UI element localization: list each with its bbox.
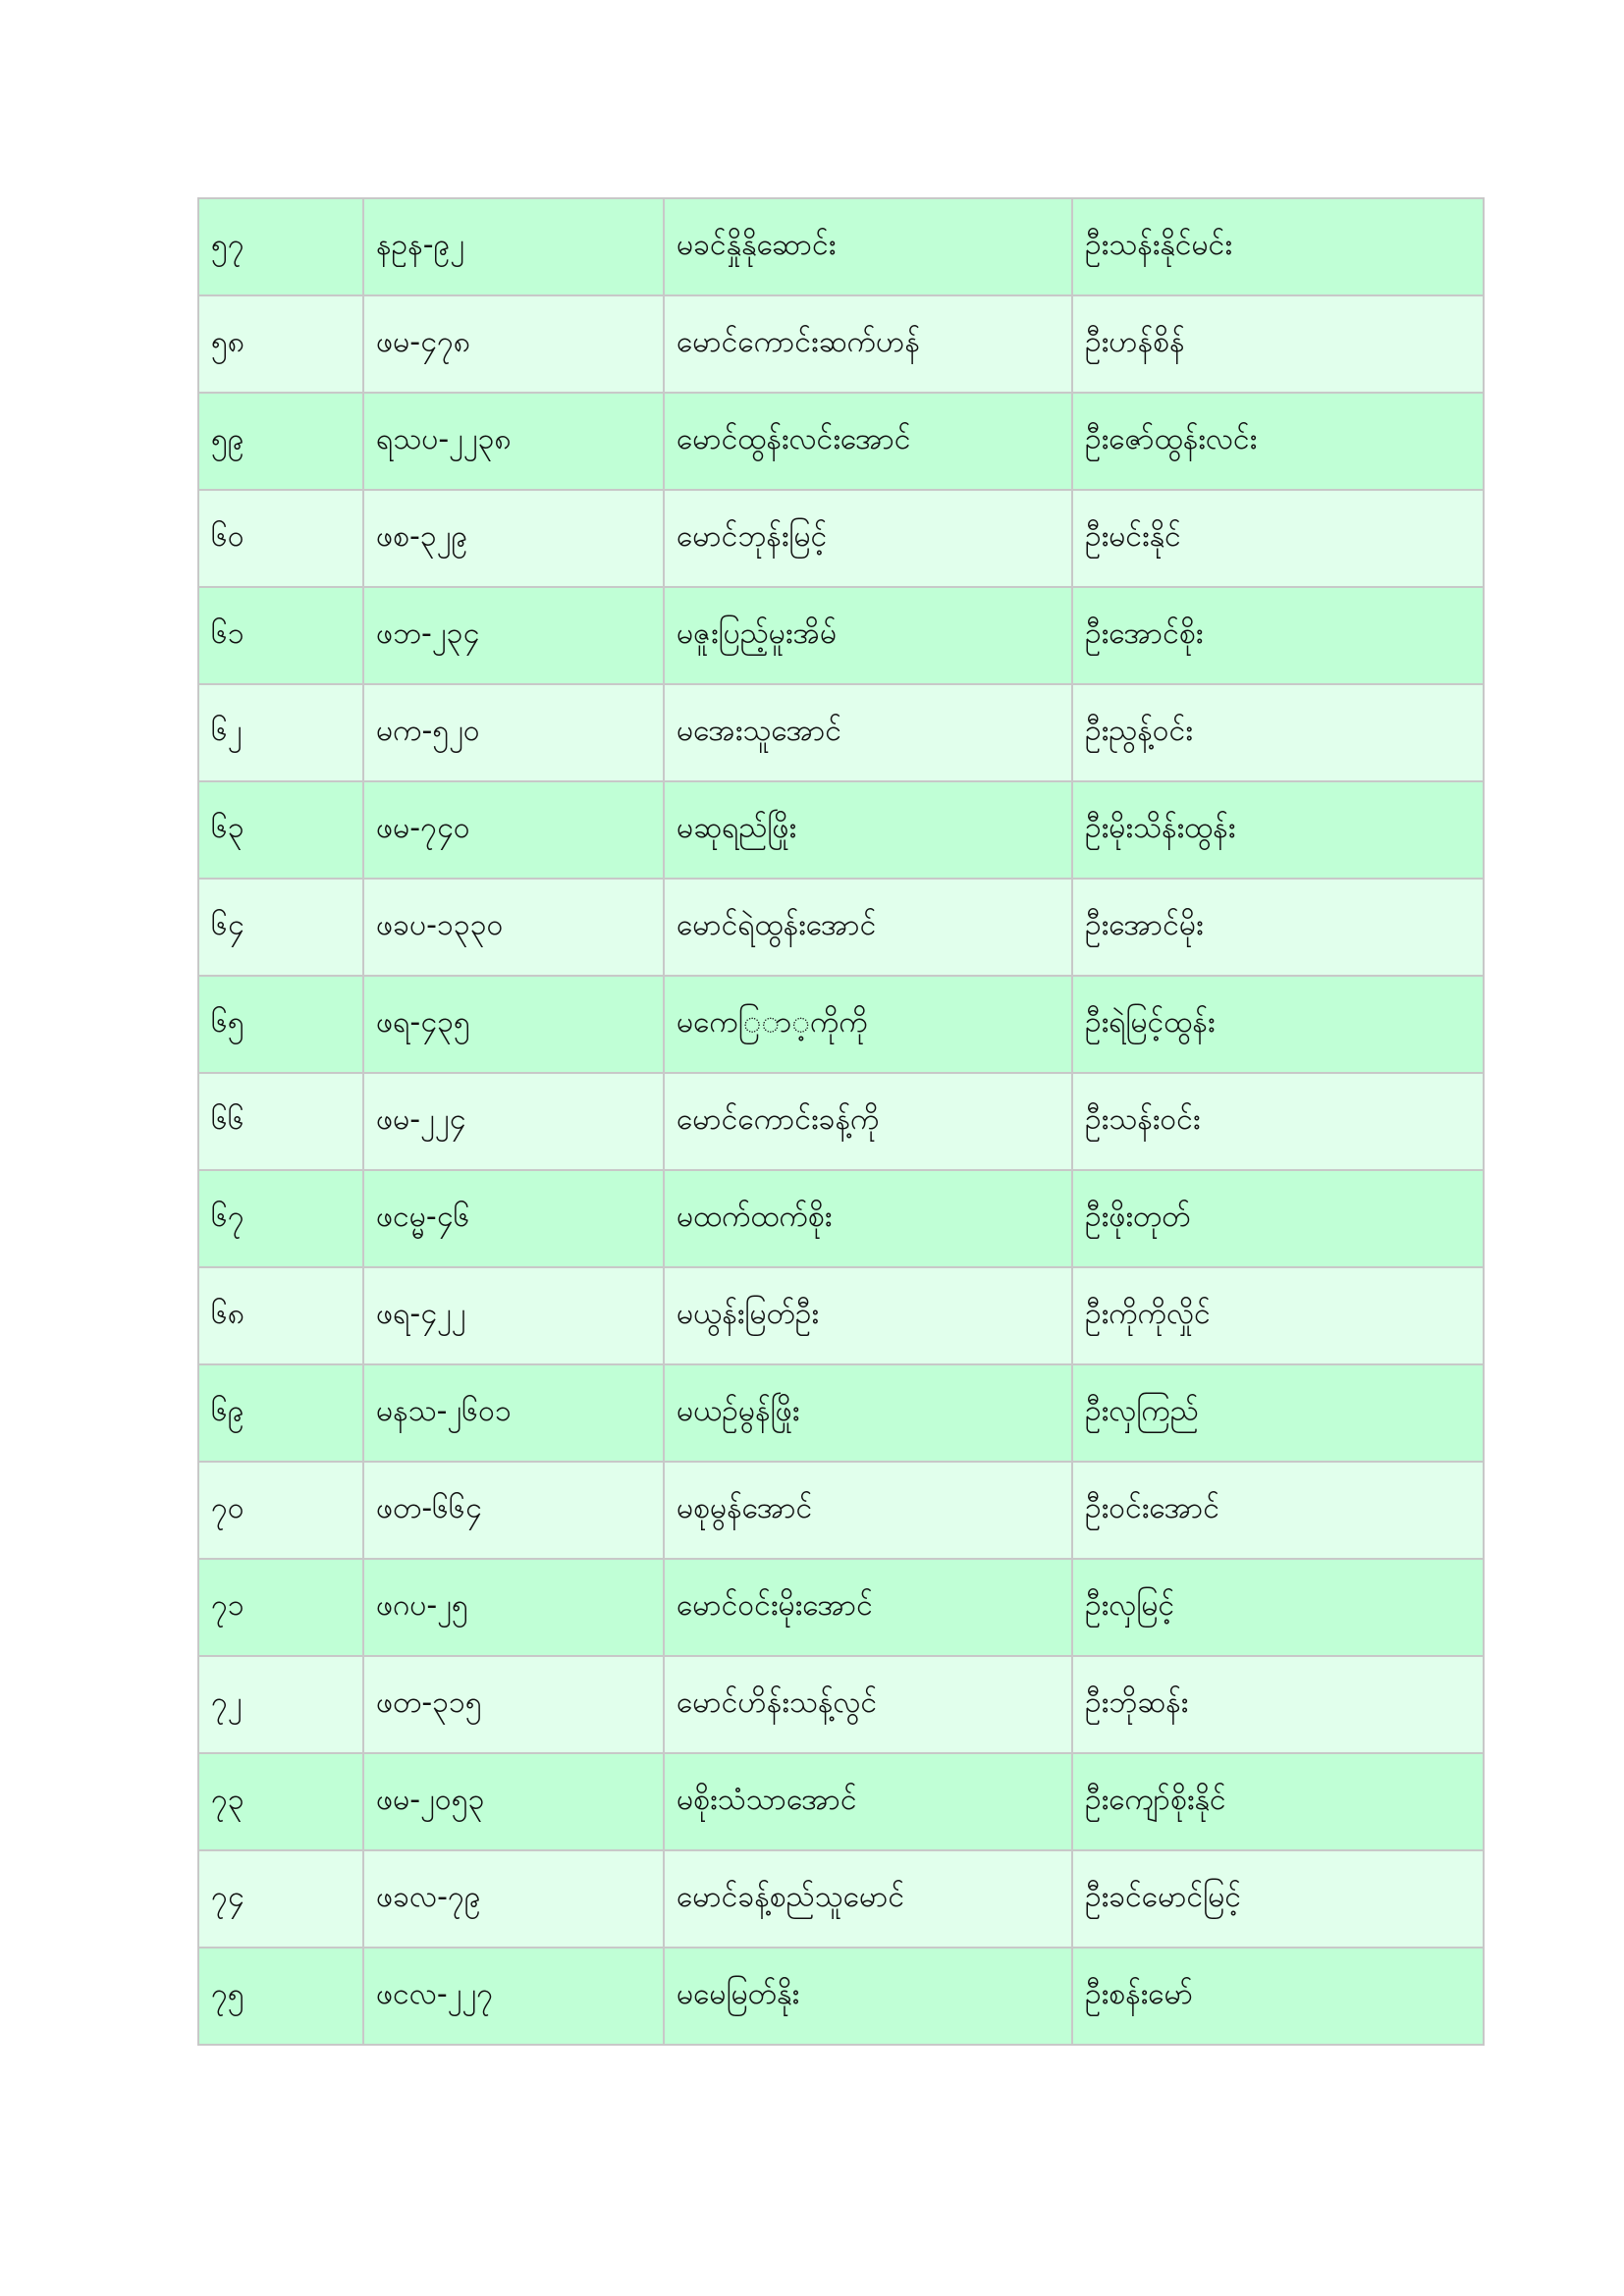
father-name-cell: ဦးရဲမြင့်ထွန်း <box>1072 976 1484 1073</box>
row-number-cell: ၇၁ <box>198 1559 363 1656</box>
father-name-cell: ဦးအောင်မိုး <box>1072 879 1484 976</box>
registration-cell: ဖတ-၃၁၅ <box>363 1656 664 1753</box>
student-name-cell: မဇူးပြည့်မူးအိမ် <box>664 587 1072 684</box>
table-body <box>198 198 1484 2045</box>
student-name-cell: မဆုရည်ဖြိုး <box>664 781 1072 879</box>
father-name-cell: ဦးစန်းမော် <box>1072 1948 1484 2045</box>
table-row <box>198 1559 1484 1656</box>
student-name-cell: မောင်ထွန်းလင်းအောင် <box>664 393 1072 490</box>
registration-cell: နဥန-၉၂ <box>363 198 664 295</box>
row-number-cell: ၆၄ <box>198 879 363 976</box>
row-number-cell: ၅၇ <box>198 198 363 295</box>
table-row <box>198 1948 1484 2045</box>
father-name-cell: ဦးမိုးသိန်းထွန်း <box>1072 781 1484 879</box>
father-name-cell: ဦးသန်းဝင်း <box>1072 1073 1484 1170</box>
row-number-cell: ၇၄ <box>198 1850 363 1948</box>
row-number-cell: ၅၉ <box>198 393 363 490</box>
father-name-cell: ဦးဇော်ထွန်းလင်း <box>1072 393 1484 490</box>
row-number-cell: ၆၂ <box>198 684 363 781</box>
student-name-cell: မခင်နှိုနိုဆောင်း <box>664 198 1072 295</box>
student-name-cell: မောင်ခန့်စည်သူမောင် <box>664 1850 1072 1948</box>
registration-cell: ဖငလ-၂၂၇ <box>363 1948 664 2045</box>
registration-cell: ဖမ-၄၇၈ <box>363 295 664 393</box>
row-number-cell: ၇၀ <box>198 1462 363 1559</box>
table-row <box>198 1462 1484 1559</box>
row-number-cell: ၆၃ <box>198 781 363 879</box>
registration-cell: ဖမ-၂၂၄ <box>363 1073 664 1170</box>
row-number-cell: ၇၃ <box>198 1753 363 1850</box>
row-number-cell: ၇၂ <box>198 1656 363 1753</box>
father-name-cell: ဦးကိုကိုလှိုင် <box>1072 1267 1484 1364</box>
registration-cell: မနသ-၂၆၀၁ <box>363 1364 664 1462</box>
row-number-cell: ၆၀ <box>198 490 363 587</box>
row-number-cell: ၆၅ <box>198 976 363 1073</box>
student-name-cell: မစိုးသံသာအောင် <box>664 1753 1072 1850</box>
father-name-cell: ဦးသန်းနိုင်မင်း <box>1072 198 1484 295</box>
student-name-cell: မောင်ရဲထွန်းအောင် <box>664 879 1072 976</box>
table-row <box>198 1753 1484 1850</box>
student-name-cell: မစုမွန်အောင် <box>664 1462 1072 1559</box>
student-records-table <box>197 197 1485 2046</box>
father-name-cell: ဦးအောင်စိုး <box>1072 587 1484 684</box>
table-row <box>198 490 1484 587</box>
student-name-cell: မောင်ဟိန်းသန့်လွင် <box>664 1656 1072 1753</box>
father-name-cell: ဦးဖိုးတုတ် <box>1072 1170 1484 1267</box>
student-name-cell: မောင်ကောင်းဆက်ဟန် <box>664 295 1072 393</box>
registration-cell: ဖတ-၆၆၄ <box>363 1462 664 1559</box>
student-name-cell: မောင်ဝင်းမိုးအောင် <box>664 1559 1072 1656</box>
student-name-cell: မမေမြတ်နိုး <box>664 1948 1072 2045</box>
table-row <box>198 1364 1484 1462</box>
row-number-cell: ၆၆ <box>198 1073 363 1170</box>
table-row <box>198 1267 1484 1364</box>
table-row <box>198 295 1484 393</box>
table-row <box>198 587 1484 684</box>
student-name-cell: မထက်ထက်စိုး <box>664 1170 1072 1267</box>
student-name-cell: မယွန်းမြတ်ဦး <box>664 1267 1072 1364</box>
father-name-cell: ဦးလှမြင့် <box>1072 1559 1484 1656</box>
student-name-cell: မယဉ်မွန်ဖြိုး <box>664 1364 1072 1462</box>
table-row <box>198 393 1484 490</box>
student-name-cell: မောင်ကောင်းခန့်ကို <box>664 1073 1072 1170</box>
registration-cell: ဖမ-၇၄၀ <box>363 781 664 879</box>
registration-cell: ဖမ-၂၀၅၃ <box>363 1753 664 1850</box>
father-name-cell: ဦးကျော်စိုးနိုင် <box>1072 1753 1484 1850</box>
table-row <box>198 198 1484 295</box>
table-row <box>198 1073 1484 1170</box>
student-name-cell: မအေးသူအောင် <box>664 684 1072 781</box>
table-row <box>198 1656 1484 1753</box>
table-row <box>198 1850 1484 1948</box>
registration-cell: ဖခပ-၁၃၃၀ <box>363 879 664 976</box>
row-number-cell: ၆၈ <box>198 1267 363 1364</box>
registration-cell: ဖဘ-၂၃၄ <box>363 587 664 684</box>
table-row <box>198 781 1484 879</box>
father-name-cell: ဦးဝင်းအောင် <box>1072 1462 1484 1559</box>
student-name-cell: မောင်ဘုန်းမြင့် <box>664 490 1072 587</box>
registration-cell: မက-၅၂၀ <box>363 684 664 781</box>
registration-cell: ဖခလ-၇၉ <box>363 1850 664 1948</box>
table-row <box>198 1170 1484 1267</box>
registration-cell: ဖငမ္မ-၄၆ <box>363 1170 664 1267</box>
row-number-cell: ၅၈ <box>198 295 363 393</box>
registration-cell: ရသပ-၂၂၃၈ <box>363 393 664 490</box>
registration-cell: ဖစ-၃၂၉ <box>363 490 664 587</box>
table-row <box>198 684 1484 781</box>
row-number-cell: ၆၇ <box>198 1170 363 1267</box>
student-name-cell: မကေ◌ြ◌ာ◌့ကိုကို <box>664 976 1072 1073</box>
registration-cell: ဖဂပ-၂၅ <box>363 1559 664 1656</box>
father-name-cell: ဦးခင်မောင်မြင့် <box>1072 1850 1484 1948</box>
registration-cell: ဖရ-၄၂၂ <box>363 1267 664 1364</box>
registration-cell: ဖရ-၄၃၅ <box>363 976 664 1073</box>
row-number-cell: ၆၁ <box>198 587 363 684</box>
row-number-cell: ၆၉ <box>198 1364 363 1462</box>
father-name-cell: ဦးဘိုဆန်း <box>1072 1656 1484 1753</box>
father-name-cell: ဦးမင်းနိုင် <box>1072 490 1484 587</box>
table-row <box>198 976 1484 1073</box>
father-name-cell: ဦးလှကြည် <box>1072 1364 1484 1462</box>
table-row <box>198 879 1484 976</box>
row-number-cell: ၇၅ <box>198 1948 363 2045</box>
father-name-cell: ဦးဟန်စိန် <box>1072 295 1484 393</box>
father-name-cell: ဦးညွန့်ဝင်း <box>1072 684 1484 781</box>
